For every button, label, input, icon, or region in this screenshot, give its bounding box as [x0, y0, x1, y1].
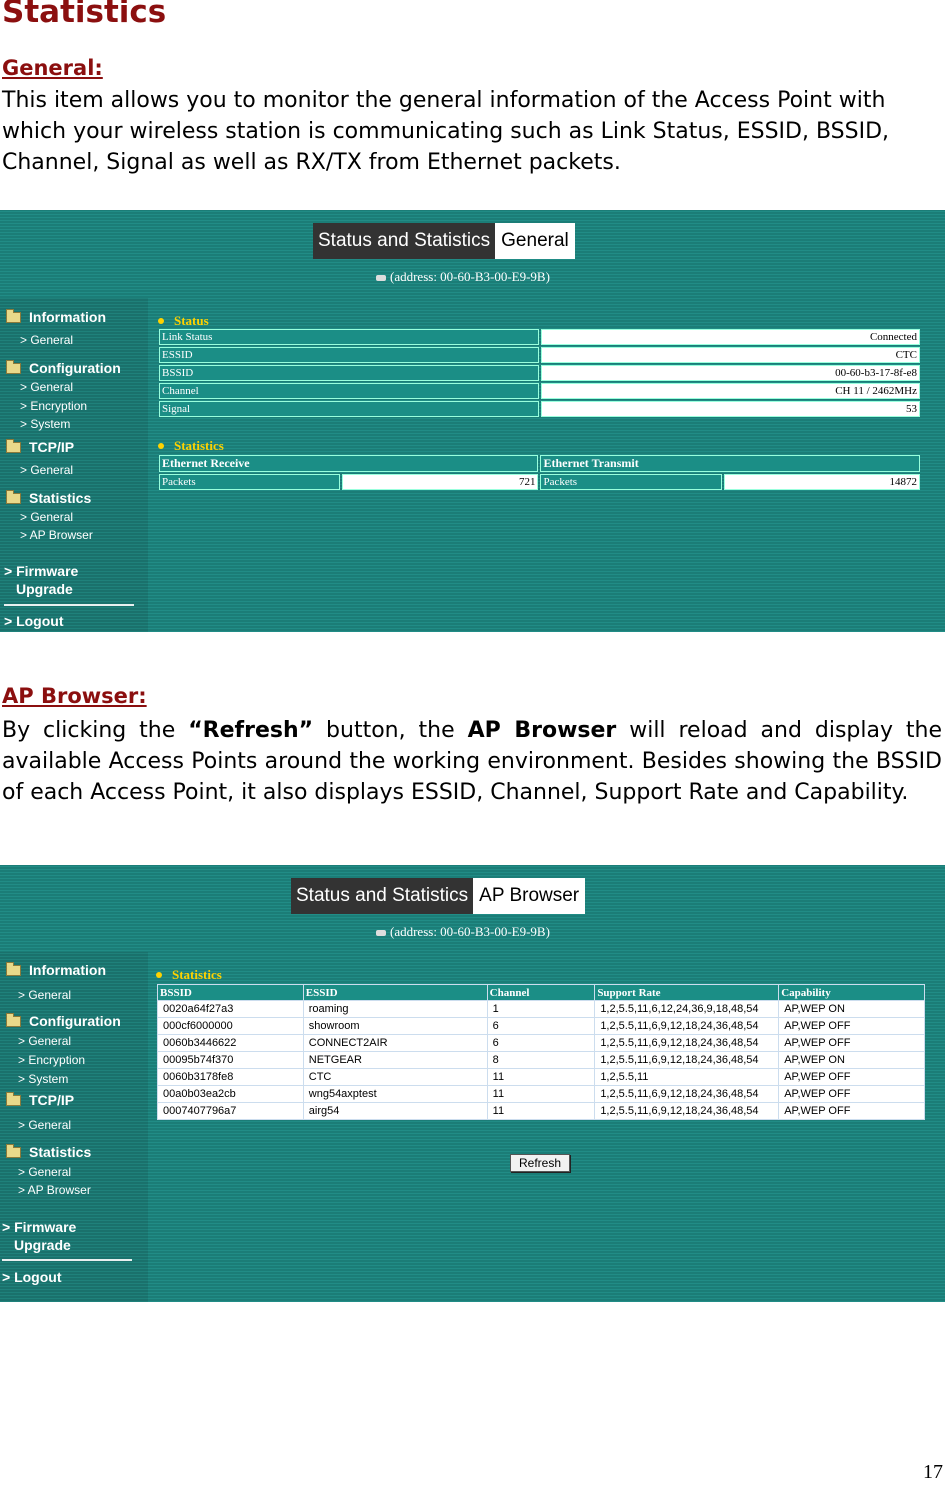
nav-label: Information	[29, 962, 106, 978]
nav-label: Configuration	[29, 360, 121, 376]
table-cell: AP,WEP ON	[779, 1001, 924, 1017]
nav-label: TCP/IP	[29, 439, 75, 455]
status-row	[159, 329, 920, 345]
sidebar-item-statistics[interactable]	[6, 1144, 91, 1160]
table-cell: 6	[488, 1018, 595, 1034]
table-cell: AP,WEP OFF	[779, 1086, 924, 1102]
sidebar-item-stat-apbrowser[interactable]: > AP Browser	[20, 528, 93, 542]
column-header: Support Rate	[595, 985, 778, 1000]
sidebar-item-tcpip[interactable]	[6, 439, 74, 455]
table-cell: 000cf6000000	[158, 1018, 303, 1034]
table-cell: 1	[488, 1001, 595, 1017]
main-content	[148, 298, 945, 632]
table-cell: NETGEAR	[304, 1052, 487, 1068]
table-cell: AP,WEP OFF	[779, 1035, 924, 1051]
sidebar	[0, 298, 148, 632]
sidebar-item-conf-system[interactable]: > System	[18, 1072, 69, 1086]
status-value: Connected	[541, 329, 921, 345]
sidebar-item-conf-general[interactable]: > General	[18, 1034, 72, 1048]
sidebar-divider	[2, 1259, 132, 1261]
table-cell: 1,2,5.5,11,6,9,12,18,24,36,48,54	[595, 1086, 778, 1102]
device-icon	[376, 930, 386, 936]
device-address	[376, 269, 550, 285]
nav-label: Upgrade	[14, 1237, 71, 1253]
ethernet-table	[157, 453, 922, 492]
text-bold: “Refresh”	[188, 718, 314, 743]
sidebar-item-stat-apbrowser[interactable]: > AP Browser	[18, 1183, 91, 1197]
table-cell: 0020a64f27a3	[158, 1001, 303, 1017]
banner-page: AP Browser	[473, 878, 585, 914]
nav-label: Statistics	[29, 1144, 92, 1160]
table-cell: 1,2,5.5,11	[595, 1069, 778, 1085]
status-value: CH 11 / 2462MHz	[541, 383, 921, 399]
text-bold: AP Browser	[467, 718, 617, 743]
table-cell: 1,2,5.5,11,6,9,12,18,24,36,48,54	[595, 1018, 778, 1034]
table-cell: roaming	[304, 1001, 487, 1017]
table-cell: 11	[488, 1086, 595, 1102]
table-row	[158, 1018, 924, 1034]
status-value: CTC	[541, 347, 921, 363]
general-heading: General:	[2, 56, 103, 80]
status-row	[159, 347, 920, 363]
table-cell: CTC	[304, 1069, 487, 1085]
eth-receive-header: Ethernet Receive	[159, 455, 538, 472]
sidebar-item-firmware[interactable]	[4, 562, 78, 598]
table-row	[158, 1086, 924, 1102]
table-cell: AP,WEP OFF	[779, 1069, 924, 1085]
apbrowser-heading: AP Browser:	[2, 684, 147, 708]
banner-title: Status and Statistics	[313, 223, 495, 259]
nav-label: Configuration	[29, 1013, 121, 1029]
folder-icon	[6, 493, 21, 504]
table-row	[158, 1103, 924, 1119]
general-description: This item allows you to monitor the general information of the Access Point with which your wireless station is communicating such as Link Status, ESSID, BSSID, Channel, Signal as well as RX/TX from Ethernet packets.	[2, 88, 890, 175]
table-cell: wng54axptest	[304, 1086, 487, 1102]
nav-label: TCP/IP	[29, 1092, 75, 1108]
banner-page: General	[495, 223, 575, 259]
table-row	[158, 1052, 924, 1068]
folder-icon	[6, 312, 21, 323]
rx-packets-value: 721	[342, 474, 538, 490]
nav-label: Statistics	[29, 490, 92, 506]
status-label: ESSID	[159, 347, 539, 363]
bullet-icon	[156, 972, 162, 978]
address-text: (address: 00-60-B3-00-E9-9B)	[390, 269, 550, 284]
sidebar-item-logout[interactable]: > Logout	[4, 613, 64, 629]
tx-packets-label: Packets	[540, 474, 721, 490]
table-cell: 1,2,5.5,11,6,9,12,18,24,36,48,54	[595, 1052, 778, 1068]
table-cell: 00095b74f370	[158, 1052, 303, 1068]
table-cell: airg54	[304, 1103, 487, 1119]
sidebar-item-stat-general[interactable]: > General	[20, 510, 74, 524]
main-content	[148, 952, 945, 1302]
sidebar-item-conf-encryption[interactable]: > Encryption	[20, 399, 88, 413]
sidebar-item-conf-general[interactable]: > General	[20, 380, 74, 394]
status-row	[159, 383, 920, 399]
sidebar	[0, 952, 148, 1302]
statistics-section-title	[158, 438, 224, 454]
nav-label: Upgrade	[16, 581, 73, 597]
banner-title: Status and Statistics	[291, 878, 473, 914]
sidebar-item-firmware[interactable]	[2, 1218, 76, 1254]
text-span: button, the	[313, 718, 468, 743]
nav-label: > Firmware	[2, 1219, 77, 1235]
status-label: Channel	[159, 383, 539, 399]
status-row	[159, 365, 920, 381]
folder-icon	[6, 363, 21, 374]
sidebar-item-statistics[interactable]	[6, 490, 91, 506]
status-value: 53	[541, 401, 921, 417]
status-label: Link Status	[159, 329, 539, 345]
tx-packets-value: 14872	[724, 474, 920, 490]
general-screenshot	[0, 210, 945, 632]
column-header: ESSID	[304, 985, 487, 1000]
sidebar-item-logout[interactable]: > Logout	[2, 1269, 62, 1285]
device-address	[376, 924, 550, 940]
folder-icon	[6, 965, 21, 976]
text-span: will reload and display the available Access Points around the working environment. Besides showing the BSSID of each Access Point, it also displays ESSID, Channel, Support Rate and Capability.	[2, 718, 943, 805]
sidebar-divider	[4, 604, 134, 606]
address-text: (address: 00-60-B3-00-E9-9B)	[390, 924, 550, 939]
sidebar-item-info-general[interactable]: > General	[20, 333, 74, 347]
table-cell: 00a0b03ea2cb	[158, 1086, 303, 1102]
status-banner	[291, 878, 585, 914]
section-label: Status	[174, 313, 209, 328]
nav-label: > Firmware	[4, 563, 79, 579]
table-cell: 1,2,5.5,11,6,12,24,36,9,18,48,54	[595, 1001, 778, 1017]
table-cell: 0007407796a7	[158, 1103, 303, 1119]
sidebar-item-configuration[interactable]	[6, 360, 121, 376]
page-number: 17	[923, 1461, 943, 1483]
column-header: Channel	[488, 985, 595, 1000]
nav-label: Information	[29, 309, 106, 325]
table-row	[158, 1001, 924, 1017]
sidebar-item-information[interactable]	[6, 962, 106, 978]
table-cell: 11	[488, 1069, 595, 1085]
sidebar-item-conf-system[interactable]: > System	[20, 417, 71, 431]
status-value: 00-60-b3-17-8f-e8	[541, 365, 921, 381]
table-row	[158, 1035, 924, 1051]
status-label: BSSID	[159, 365, 539, 381]
rx-packets-label: Packets	[159, 474, 340, 490]
ap-list-table	[157, 984, 925, 1120]
text-span: By clicking the	[2, 718, 189, 743]
table-cell: AP,WEP OFF	[779, 1018, 924, 1034]
sidebar-item-configuration[interactable]	[6, 1013, 121, 1029]
table-cell: 8	[488, 1052, 595, 1068]
section-label: Statistics	[172, 967, 222, 982]
status-banner	[313, 223, 575, 259]
status-row	[159, 401, 920, 417]
apbrowser-screenshot	[0, 865, 945, 1302]
sidebar-item-info-general[interactable]: > General	[18, 988, 72, 1002]
sidebar-item-information[interactable]	[6, 309, 106, 325]
apbrowser-description	[2, 715, 942, 808]
eth-transmit-header: Ethernet Transmit	[540, 455, 920, 472]
bullet-icon	[158, 318, 164, 324]
device-icon	[376, 275, 386, 281]
table-cell: 11	[488, 1103, 595, 1119]
folder-icon	[6, 1095, 21, 1106]
folder-icon	[6, 1016, 21, 1027]
table-cell: 1,2,5.5,11,6,9,12,18,24,36,48,54	[595, 1035, 778, 1051]
sidebar-item-tcpip-general[interactable]: > General	[20, 463, 74, 477]
table-cell: 6	[488, 1035, 595, 1051]
table-cell: showroom	[304, 1018, 487, 1034]
table-cell: AP,WEP OFF	[779, 1103, 924, 1119]
sidebar-item-stat-general[interactable]: > General	[18, 1165, 72, 1179]
column-header: BSSID	[158, 985, 303, 1000]
sidebar-item-tcpip-general[interactable]: > General	[18, 1118, 72, 1132]
column-header: Capability	[779, 985, 924, 1000]
sidebar-item-tcpip[interactable]	[6, 1092, 74, 1108]
page-title: Statistics	[2, 0, 167, 30]
table-cell: 0060b3178fe8	[158, 1069, 303, 1085]
table-row	[158, 1069, 924, 1085]
statistics-section-title	[156, 967, 222, 983]
section-label: Statistics	[174, 438, 224, 453]
status-label: Signal	[159, 401, 539, 417]
table-cell: 0060b3446622	[158, 1035, 303, 1051]
sidebar-item-conf-encryption[interactable]: > Encryption	[18, 1053, 86, 1067]
bullet-icon	[158, 443, 164, 449]
folder-icon	[6, 442, 21, 453]
folder-icon	[6, 1147, 21, 1158]
status-table	[157, 327, 922, 419]
table-cell: 1,2,5.5,11,6,9,12,18,24,36,48,54	[595, 1103, 778, 1119]
table-cell: AP,WEP ON	[779, 1052, 924, 1068]
table-cell: CONNECT2AIR	[304, 1035, 487, 1051]
refresh-button[interactable]: Refresh	[510, 1154, 570, 1172]
